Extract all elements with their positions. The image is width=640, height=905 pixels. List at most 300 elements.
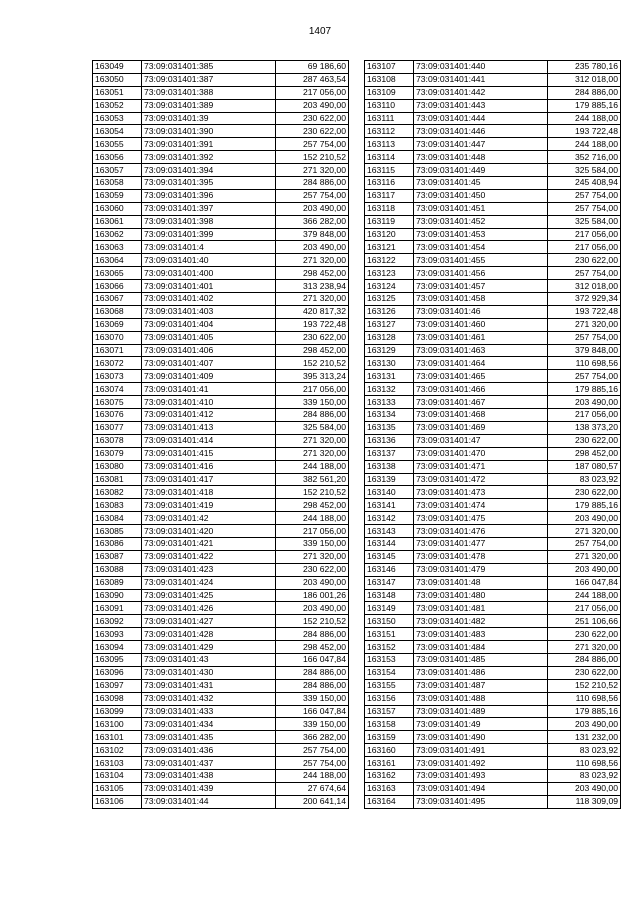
table-row: [93, 177, 349, 190]
cadastral-number: 73:09:031401:436: [142, 744, 276, 757]
cadastral-number: 73:09:031401:401: [142, 280, 276, 293]
table-row: [93, 731, 349, 744]
row-number: 163105: [93, 782, 142, 795]
row-number: 163060: [93, 202, 142, 215]
table-row: [365, 164, 621, 177]
cadastral-value: 366 282,00: [276, 731, 349, 744]
table-row: [93, 653, 349, 666]
row-number: 163058: [93, 177, 142, 190]
row-number: 163104: [93, 769, 142, 782]
cadastral-number: 73:09:031401:492: [414, 757, 548, 770]
table-row: [365, 151, 621, 164]
cadastral-number: 73:09:031401:43: [142, 653, 276, 666]
table-row: [365, 782, 621, 795]
cadastral-value: 257 754,00: [548, 370, 621, 383]
cadastral-value: 217 056,00: [548, 241, 621, 254]
row-number: 163052: [93, 99, 142, 112]
right-register-table: [364, 60, 621, 809]
cadastral-number: 73:09:031401:44: [142, 795, 276, 808]
table-row: [93, 61, 349, 74]
cadastral-number: 73:09:031401:406: [142, 344, 276, 357]
table-row: [365, 705, 621, 718]
cadastral-value: 203 490,00: [548, 563, 621, 576]
table-row: [365, 409, 621, 422]
row-number: 163094: [93, 641, 142, 654]
cadastral-value: 138 373,20: [548, 421, 621, 434]
row-number: 163057: [93, 164, 142, 177]
row-number: 163140: [365, 486, 414, 499]
table-row: [93, 576, 349, 589]
cadastral-number: 73:09:031401:479: [414, 563, 548, 576]
table-row: [93, 447, 349, 460]
table-row: [93, 112, 349, 125]
table-row: [93, 189, 349, 202]
table-row: [93, 331, 349, 344]
table-row: [365, 254, 621, 267]
cadastral-value: 179 885,16: [548, 99, 621, 112]
row-number: 163112: [365, 125, 414, 138]
cadastral-value: 186 001,26: [276, 589, 349, 602]
cadastral-number: 73:09:031401:454: [414, 241, 548, 254]
table-row: [365, 589, 621, 602]
row-number: 163154: [365, 666, 414, 679]
table-row: [93, 228, 349, 241]
row-number: 163118: [365, 202, 414, 215]
row-number: 163099: [93, 705, 142, 718]
table-row: [93, 615, 349, 628]
row-number: 163100: [93, 718, 142, 731]
cadastral-number: 73:09:031401:444: [414, 112, 548, 125]
cadastral-number: 73:09:031401:422: [142, 550, 276, 563]
table-row: [365, 550, 621, 563]
cadastral-number: 73:09:031401:461: [414, 331, 548, 344]
cadastral-value: 339 150,00: [276, 692, 349, 705]
cadastral-number: 73:09:031401:455: [414, 254, 548, 267]
cadastral-value: 420 817,32: [276, 305, 349, 318]
row-number: 163148: [365, 589, 414, 602]
cadastral-number: 73:09:031401:456: [414, 267, 548, 280]
cadastral-value: 152 210,52: [548, 679, 621, 692]
cadastral-number: 73:09:031401:45: [414, 177, 548, 190]
cadastral-value: 193 722,48: [276, 318, 349, 331]
row-number: 163101: [93, 731, 142, 744]
cadastral-value: 257 754,00: [276, 744, 349, 757]
row-number: 163138: [365, 460, 414, 473]
row-number: 163119: [365, 215, 414, 228]
row-number: 163066: [93, 280, 142, 293]
cadastral-number: 73:09:031401:435: [142, 731, 276, 744]
cadastral-number: 73:09:031401:443: [414, 99, 548, 112]
cadastral-value: 187 080,57: [548, 460, 621, 473]
cadastral-value: 244 188,00: [276, 460, 349, 473]
cadastral-number: 73:09:031401:471: [414, 460, 548, 473]
row-number: 163141: [365, 499, 414, 512]
row-number: 163090: [93, 589, 142, 602]
row-number: 163144: [365, 537, 414, 550]
table-row: [93, 215, 349, 228]
cadastral-number: 73:09:031401:486: [414, 666, 548, 679]
cadastral-value: 284 886,00: [276, 177, 349, 190]
cadastral-number: 73:09:031401:424: [142, 576, 276, 589]
row-number: 163126: [365, 305, 414, 318]
cadastral-value: 152 210,52: [276, 357, 349, 370]
cadastral-value: 339 150,00: [276, 396, 349, 409]
table-row: [365, 383, 621, 396]
row-number: 163151: [365, 628, 414, 641]
table-row: [365, 280, 621, 293]
cadastral-number: 73:09:031401:478: [414, 550, 548, 563]
table-row: [93, 692, 349, 705]
table-row: [365, 99, 621, 112]
cadastral-number: 73:09:031401:420: [142, 525, 276, 538]
table-row: [93, 73, 349, 86]
cadastral-value: 230 622,00: [276, 563, 349, 576]
row-number: 163084: [93, 512, 142, 525]
row-number: 163050: [93, 73, 142, 86]
cadastral-number: 73:09:031401:398: [142, 215, 276, 228]
cadastral-number: 73:09:031401:452: [414, 215, 548, 228]
cadastral-number: 73:09:031401:418: [142, 486, 276, 499]
cadastral-value: 235 780,16: [548, 61, 621, 74]
cadastral-value: 83 023,92: [548, 769, 621, 782]
table-row: [93, 125, 349, 138]
row-number: 163161: [365, 757, 414, 770]
table-row: [365, 679, 621, 692]
row-number: 163116: [365, 177, 414, 190]
cadastral-value: 244 188,00: [548, 112, 621, 125]
cadastral-value: 284 886,00: [548, 653, 621, 666]
table-row: [365, 357, 621, 370]
table-row: [365, 525, 621, 538]
row-number: 163150: [365, 615, 414, 628]
table-row: [93, 370, 349, 383]
cadastral-value: 230 622,00: [276, 112, 349, 125]
row-number: 163064: [93, 254, 142, 267]
cadastral-number: 73:09:031401:470: [414, 447, 548, 460]
table-row: [93, 602, 349, 615]
cadastral-number: 73:09:031401:395: [142, 177, 276, 190]
table-row: [365, 112, 621, 125]
row-number: 163093: [93, 628, 142, 641]
row-number: 163107: [365, 61, 414, 74]
cadastral-value: 217 056,00: [276, 383, 349, 396]
table-row: [93, 795, 349, 808]
cadastral-value: 179 885,16: [548, 705, 621, 718]
table-row: [365, 331, 621, 344]
row-number: 163097: [93, 679, 142, 692]
cadastral-number: 73:09:031401:407: [142, 357, 276, 370]
table-row: [93, 293, 349, 306]
table-row: [365, 602, 621, 615]
cadastral-value: 27 674,64: [276, 782, 349, 795]
row-number: 163132: [365, 383, 414, 396]
row-number: 163123: [365, 267, 414, 280]
cadastral-value: 352 716,00: [548, 151, 621, 164]
cadastral-number: 73:09:031401:480: [414, 589, 548, 602]
cadastral-value: 244 188,00: [548, 589, 621, 602]
cadastral-number: 73:09:031401:447: [414, 138, 548, 151]
cadastral-value: 152 210,52: [276, 486, 349, 499]
row-number: 163081: [93, 473, 142, 486]
cadastral-value: 152 210,52: [276, 615, 349, 628]
cadastral-value: 203 490,00: [276, 202, 349, 215]
cadastral-value: 217 056,00: [548, 409, 621, 422]
cadastral-value: 193 722,48: [548, 305, 621, 318]
table-row: [365, 769, 621, 782]
table-row: [93, 138, 349, 151]
row-number: 163091: [93, 602, 142, 615]
row-number: 163135: [365, 421, 414, 434]
cadastral-value: 284 886,00: [276, 666, 349, 679]
cadastral-number: 73:09:031401:440: [414, 61, 548, 74]
left-register-table: [92, 60, 349, 809]
cadastral-number: 73:09:031401:430: [142, 666, 276, 679]
table-row: [93, 357, 349, 370]
table-row: [365, 305, 621, 318]
cadastral-value: 271 320,00: [548, 641, 621, 654]
table-row: [93, 344, 349, 357]
table-row: [365, 125, 621, 138]
table-row: [93, 705, 349, 718]
cadastral-value: 193 722,48: [548, 125, 621, 138]
row-number: 163122: [365, 254, 414, 267]
table-row: [93, 396, 349, 409]
cadastral-number: 73:09:031401:468: [414, 409, 548, 422]
cadastral-value: 110 698,56: [548, 692, 621, 705]
cadastral-value: 203 490,00: [276, 602, 349, 615]
row-number: 163110: [365, 99, 414, 112]
cadastral-value: 271 320,00: [276, 254, 349, 267]
cadastral-value: 166 047,84: [276, 653, 349, 666]
table-row: [93, 305, 349, 318]
row-number: 163076: [93, 409, 142, 422]
cadastral-number: 73:09:031401:481: [414, 602, 548, 615]
cadastral-number: 73:09:031401:463: [414, 344, 548, 357]
cadastral-value: 313 238,94: [276, 280, 349, 293]
row-number: 163063: [93, 241, 142, 254]
cadastral-value: 230 622,00: [548, 628, 621, 641]
table-row: [365, 718, 621, 731]
cadastral-value: 244 188,00: [276, 512, 349, 525]
row-number: 163121: [365, 241, 414, 254]
right-register-body: [365, 61, 621, 809]
cadastral-number: 73:09:031401:466: [414, 383, 548, 396]
cadastral-value: 83 023,92: [548, 473, 621, 486]
row-number: 163131: [365, 370, 414, 383]
row-number: 163053: [93, 112, 142, 125]
table-row: [93, 267, 349, 280]
cadastral-value: 298 452,00: [276, 499, 349, 512]
cadastral-number: 73:09:031401:415: [142, 447, 276, 460]
cadastral-number: 73:09:031401:426: [142, 602, 276, 615]
cadastral-number: 73:09:031401:39: [142, 112, 276, 125]
row-number: 163059: [93, 189, 142, 202]
cadastral-number: 73:09:031401:396: [142, 189, 276, 202]
table-row: [365, 731, 621, 744]
row-number: 163149: [365, 602, 414, 615]
row-number: 163080: [93, 460, 142, 473]
cadastral-value: 257 754,00: [548, 537, 621, 550]
cadastral-number: 73:09:031401:390: [142, 125, 276, 138]
table-row: [93, 241, 349, 254]
cadastral-number: 73:09:031401:450: [414, 189, 548, 202]
cadastral-number: 73:09:031401:416: [142, 460, 276, 473]
cadastral-number: 73:09:031401:494: [414, 782, 548, 795]
table-row: [93, 550, 349, 563]
cadastral-number: 73:09:031401:410: [142, 396, 276, 409]
cadastral-number: 73:09:031401:469: [414, 421, 548, 434]
cadastral-value: 312 018,00: [548, 73, 621, 86]
cadastral-number: 73:09:031401:413: [142, 421, 276, 434]
cadastral-number: 73:09:031401:427: [142, 615, 276, 628]
cadastral-number: 73:09:031401:438: [142, 769, 276, 782]
cadastral-number: 73:09:031401:419: [142, 499, 276, 512]
cadastral-value: 244 188,00: [548, 138, 621, 151]
cadastral-value: 245 408,94: [548, 177, 621, 190]
cadastral-value: 118 309,09: [548, 795, 621, 808]
table-row: [93, 486, 349, 499]
cadastral-number: 73:09:031401:409: [142, 370, 276, 383]
cadastral-value: 271 320,00: [276, 434, 349, 447]
row-number: 163061: [93, 215, 142, 228]
cadastral-number: 73:09:031401:460: [414, 318, 548, 331]
cadastral-number: 73:09:031401:488: [414, 692, 548, 705]
table-row: [93, 434, 349, 447]
table-row: [365, 396, 621, 409]
cadastral-value: 83 023,92: [548, 744, 621, 757]
cadastral-number: 73:09:031401:404: [142, 318, 276, 331]
cadastral-value: 339 150,00: [276, 718, 349, 731]
row-number: 163159: [365, 731, 414, 744]
cadastral-value: 257 754,00: [548, 267, 621, 280]
cadastral-value: 230 622,00: [548, 666, 621, 679]
cadastral-value: 284 886,00: [276, 409, 349, 422]
row-number: 163137: [365, 447, 414, 460]
table-row: [93, 99, 349, 112]
table-row: [93, 563, 349, 576]
table-row: [93, 383, 349, 396]
row-number: 163146: [365, 563, 414, 576]
row-number: 163129: [365, 344, 414, 357]
cadastral-number: 73:09:031401:428: [142, 628, 276, 641]
row-number: 163136: [365, 434, 414, 447]
table-row: [93, 641, 349, 654]
cadastral-number: 73:09:031401:432: [142, 692, 276, 705]
table-row: [365, 434, 621, 447]
row-number: 163070: [93, 331, 142, 344]
cadastral-number: 73:09:031401:477: [414, 537, 548, 550]
cadastral-number: 73:09:031401:391: [142, 138, 276, 151]
row-number: 163114: [365, 151, 414, 164]
cadastral-number: 73:09:031401:392: [142, 151, 276, 164]
cadastral-number: 73:09:031401:475: [414, 512, 548, 525]
row-number: 163145: [365, 550, 414, 563]
cadastral-value: 203 490,00: [276, 241, 349, 254]
row-number: 163074: [93, 383, 142, 396]
cadastral-value: 298 452,00: [548, 447, 621, 460]
cadastral-value: 230 622,00: [548, 254, 621, 267]
cadastral-number: 73:09:031401:405: [142, 331, 276, 344]
cadastral-number: 73:09:031401:400: [142, 267, 276, 280]
table-row: [365, 228, 621, 241]
row-number: 163071: [93, 344, 142, 357]
cadastral-value: 203 490,00: [276, 99, 349, 112]
cadastral-value: 203 490,00: [276, 576, 349, 589]
table-row: [365, 73, 621, 86]
cadastral-value: 244 188,00: [276, 769, 349, 782]
cadastral-number: 73:09:031401:40: [142, 254, 276, 267]
table-row: [93, 460, 349, 473]
table-row: [365, 757, 621, 770]
table-row: [93, 679, 349, 692]
cadastral-number: 73:09:031401:421: [142, 537, 276, 550]
row-number: 163072: [93, 357, 142, 370]
cadastral-number: 73:09:031401:490: [414, 731, 548, 744]
table-row: [365, 563, 621, 576]
cadastral-number: 73:09:031401:495: [414, 795, 548, 808]
cadastral-number: 73:09:031401:449: [414, 164, 548, 177]
cadastral-value: 382 561,20: [276, 473, 349, 486]
cadastral-value: 284 886,00: [276, 679, 349, 692]
cadastral-number: 73:09:031401:489: [414, 705, 548, 718]
cadastral-value: 203 490,00: [548, 512, 621, 525]
row-number: 163108: [365, 73, 414, 86]
cadastral-value: 257 754,00: [548, 189, 621, 202]
cadastral-value: 110 698,56: [548, 357, 621, 370]
cadastral-value: 257 754,00: [276, 189, 349, 202]
table-row: [93, 499, 349, 512]
cadastral-number: 73:09:031401:473: [414, 486, 548, 499]
row-number: 163109: [365, 86, 414, 99]
cadastral-value: 251 106,66: [548, 615, 621, 628]
table-row: [93, 421, 349, 434]
table-row: [93, 628, 349, 641]
row-number: 163065: [93, 267, 142, 280]
cadastral-number: 73:09:031401:476: [414, 525, 548, 538]
cadastral-number: 73:09:031401:429: [142, 641, 276, 654]
cadastral-value: 298 452,00: [276, 641, 349, 654]
row-number: 163162: [365, 769, 414, 782]
table-row: [93, 86, 349, 99]
cadastral-number: 73:09:031401:472: [414, 473, 548, 486]
cadastral-number: 73:09:031401:448: [414, 151, 548, 164]
row-number: 163124: [365, 280, 414, 293]
table-row: [365, 267, 621, 280]
table-row: [93, 782, 349, 795]
cadastral-number: 73:09:031401:385: [142, 61, 276, 74]
table-row: [93, 473, 349, 486]
cadastral-number: 73:09:031401:397: [142, 202, 276, 215]
cadastral-number: 73:09:031401:474: [414, 499, 548, 512]
table-row: [365, 795, 621, 808]
cadastral-value: 325 584,00: [548, 164, 621, 177]
left-register-body: [93, 61, 349, 809]
cadastral-value: 69 186,60: [276, 61, 349, 74]
table-row: [365, 692, 621, 705]
cadastral-number: 73:09:031401:394: [142, 164, 276, 177]
cadastral-value: 325 584,00: [276, 421, 349, 434]
cadastral-number: 73:09:031401:389: [142, 99, 276, 112]
cadastral-number: 73:09:031401:453: [414, 228, 548, 241]
row-number: 163092: [93, 615, 142, 628]
table-row: [93, 164, 349, 177]
cadastral-value: 230 622,00: [276, 331, 349, 344]
cadastral-value: 166 047,84: [548, 576, 621, 589]
row-number: 163157: [365, 705, 414, 718]
row-number: 163117: [365, 189, 414, 202]
cadastral-number: 73:09:031401:46: [414, 305, 548, 318]
cadastral-value: 179 885,16: [548, 499, 621, 512]
